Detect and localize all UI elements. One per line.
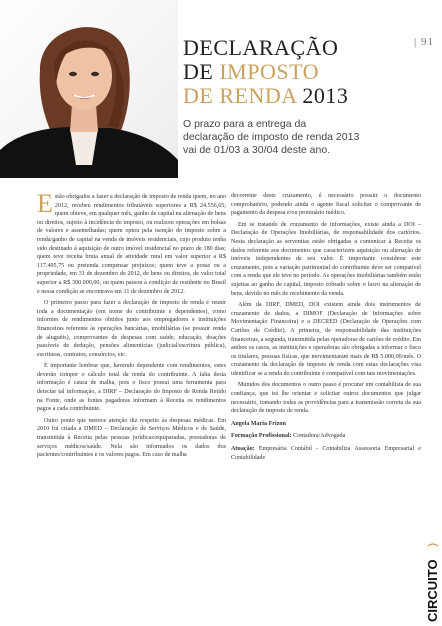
author-name: Angela Maria Frizon	[231, 420, 286, 427]
left-column	[37, 189, 226, 463]
paragraph: decorrente deste cruzamento, é necessário possuir o documento comprobatório, podendo ainda o agente fiscal solicitar o comprovante de pagamento da despesa e/ou prontuário médico.	[231, 193, 421, 217]
author-profession: Formação Profissional: Contadora/Advogada	[231, 433, 346, 440]
paragraph: Outro ponto que merece atenção diz respeito às despesas médicas. Em 2010 foi criada a DMED – Declaração de Serviços Médicos e de Saúde, transmitida à Receita pelas pessoas jurídicas/equiparadas, prestadoras de serviços médicos/saúde. Nela são informados os dados dos pacientes/contribuintes e os valores pagos. Em caso de malha	[37, 417, 226, 459]
subtitle-line-3: vai de 01/03 a 30/04 deste ano.	[183, 144, 331, 156]
article-subtitle	[183, 118, 433, 157]
author-photo	[0, 0, 178, 178]
paragraph: Munidos dos documentos o outro passo é procurar um contabilista de sua confiança, que irá lhe orientar e solicitar outros documentos que julgar necessário, tomando todas as providências para a transmissão correta da sua declaração de imposto de renda.	[231, 382, 421, 415]
paragraph: É importante lembrar que, havendo dependente com rendimentos, estes deverão compor o cálculo total da renda do contribuinte. A falta desta informação é causa de malha, pois o fisco possui uma ferramenta para detectar tal informação, a DIRF – Declaração do Imposto de Renda Retido na Fonte, onde as fontes pagadoras informam à Receita os rendimentos pagos a cada contribuinte.	[37, 363, 226, 413]
paragraph: Estão obrigados a fazer a declaração de imposto de renda quem, no ano 2012, recebeu rendimentos tributáveis superiores a R$ 24.556,65; quem obteve, em qualquer mês, ganho de capital na alienação de bens ou direitos, sujeito à incidência do imposto, ou realizou operações em bolsas de valores e assemelhadas; quem optou pela isenção do imposto sobre a renda/ganho de capital na venda de imóveis residenciais, cujo produto tenha sido destinado à aquisição de outro imóvel residencial no prazo de 180 dias; quem teve receita bruta anual de atividade rural em valor superior a R$ 117.495,75 ou pretenda compensar prejuízos; quem teve a posse ou a propriedade, em 31 de dezembro de 2012, de bens ou direitos, de valor total superior a R$ 300.000,00, ou quem passou à condição de residente no Brasil e nessa condição se encontrava em 31 de dezembro de 2012.	[37, 189, 226, 295]
title-line-2: DE IMPOSTO	[183, 59, 320, 84]
woman-portrait-image	[0, 0, 178, 178]
circuito-logo-image	[424, 540, 442, 626]
circuito-logo	[424, 540, 442, 626]
author-work: Atuação: Empresária Contábil - Contabiliza Assessoria Empresarial e Contabilidade	[231, 446, 421, 461]
subtitle-line-2: declaração de imposto de renda 2013	[183, 131, 360, 143]
svg-text:CIRCUITO: CIRCUITO	[425, 559, 440, 622]
page-number: | 91	[414, 36, 434, 48]
drop-cap: E	[37, 189, 53, 218]
title-line-3: DE RENDA 2013	[183, 83, 349, 108]
title-line-1: DECLARAÇÃO	[183, 35, 339, 60]
subtitle-line-1: O prazo para a entrega da	[183, 118, 307, 130]
article-title	[183, 36, 423, 108]
paragraph: Em se tratando de cruzamento de informações, existe ainda a DOI – Declaração de Operações Imobiliárias, de responsabilidade dos cartórios. Nesta declaração as serventias estão obrigadas a comunicar à Receita os dados referente aos documentos que caracterizem aquisição ou alienação de imóveis independentes de seu valor. É importante considerar este cruzamento, pois a variação patrimonial do contribuinte deve ser compatível com a renda que ele teve no período. As operações imobiliárias também estão sujeitas ao ganho de capital, imposto cobrado sobre o lucro na alienação de bens, devido no mês de recebimento da venda.	[231, 221, 421, 297]
paragraph: Além da DIRF, DMED, DOI existem ainda dois instrumentos de cruzamento de dados, a DIMOF (Declaração de Informações sobre Movimentação Financeira) e a DECRED (Declaração de Operações com Cartões de Crédito). A primeira, de responsabilidade das instituições financeiras, a segunda, transmitida pelas operadoras de cartões de crédito. Em ambos os casos, as instituições e operadoras são obrigadas a informar o fisco os titulares, pessoas físicas, que movimentaram mais de R$ 5.000,00/mês. O cruzamento da declaração de imposto de renda com estas declarações visa identificar se a renda do contribuinte é compatível com tais movimentações.	[231, 302, 422, 377]
paragraph: O primeiro passo para fazer a declaração de imposto de renda é reunir toda a documentação (em nome do contribuinte e dependentes), como informes de rendimentos obtidos junto aos empregadores e instituições financeiras referente às operações bancárias, imobiliárias (se possuir renda de aluguéis), comprovantes de despesas com saúde, educação, doações passíveis de dedução, pensões alimentícias (judicial/escritura pública), escrituras, contratos, consórcios, etc.	[37, 300, 226, 358]
right-column	[231, 192, 421, 466]
author-info	[231, 420, 421, 462]
